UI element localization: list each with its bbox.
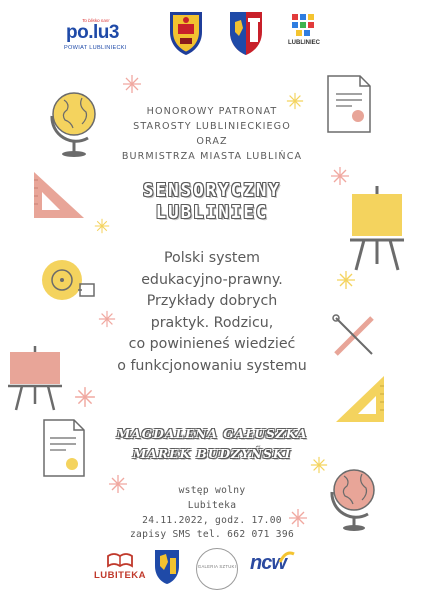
lubliniec-mark-icon <box>290 12 318 38</box>
event-detail-line: Lubiteka <box>187 499 237 511</box>
honorary-patronage <box>0 104 424 164</box>
pollub-tagline: To blisko nas! <box>82 18 110 23</box>
powiat-coat-of-arms-icon <box>166 10 206 56</box>
lubiteka-wordmark: LUBITEKA <box>93 570 147 581</box>
pollub-caption: POWIAT LUBLINIECKI <box>64 45 127 51</box>
speaker-name: MAGDALENA GAŁUSZKA <box>116 426 308 441</box>
lubliniec-city-logo <box>284 12 324 56</box>
description-line: praktyk. Rodzicu, <box>150 314 274 331</box>
lubliniec-caption: LUBLINIEC <box>288 40 320 46</box>
sparkle-icon <box>74 386 96 408</box>
patron-line: STAROSTY LUBLINIECKIEGO <box>133 121 291 132</box>
ncw-swoosh-icon <box>278 550 296 564</box>
sparkle-icon <box>122 74 142 94</box>
partner-logos-top <box>0 10 424 56</box>
lubiteka-logo <box>92 552 148 586</box>
lubliniec-small-emblem-icon <box>152 548 182 586</box>
event-title <box>0 180 424 224</box>
ncw-wordmark: ncw <box>250 552 286 574</box>
description-line: co powinieneś wiedzieć <box>128 336 296 353</box>
lubliniec-coat-of-arms-icon <box>226 10 266 56</box>
event-detail-line: zapisy SMS tel. 662 071 396 <box>129 529 295 541</box>
powiat-lubliniecki-logo <box>62 18 144 54</box>
event-detail-line: wstęp wolny <box>178 485 246 496</box>
patron-line: BURMISTRZA MIASTA LUBLIŃCA <box>121 151 303 162</box>
description-line: Polski system <box>163 250 261 266</box>
speaker-name: MAREK BUDZYŃSKI <box>132 446 292 461</box>
patron-line: HONOROWY PATRONAT <box>146 106 278 117</box>
event-details <box>0 484 424 543</box>
title-line: LUBLINIEC <box>155 203 269 223</box>
speakers <box>0 424 424 464</box>
galeria-sztuki-logo <box>196 548 238 590</box>
patron-line: ORAZ <box>196 136 228 147</box>
galeria-caption: GALERIA SZTUKI <box>197 564 237 569</box>
pollub-wordmark: po.lu3 <box>66 22 119 43</box>
open-book-icon <box>106 552 134 568</box>
set-square-yellow-icon <box>332 372 388 426</box>
lecture-description <box>0 248 424 378</box>
ncw-logo <box>248 550 300 584</box>
event-detail-line: 24.11.2022, godz. 17.00 <box>142 514 282 526</box>
partner-logos-bottom <box>0 544 424 594</box>
description-line: Przykłady dobrych <box>146 293 278 310</box>
description-line: edukacyjno-prawny. <box>141 271 283 288</box>
title-line: SENSORYCZNY <box>143 181 281 201</box>
description-line: o funkcjonowaniu systemu <box>117 357 307 374</box>
